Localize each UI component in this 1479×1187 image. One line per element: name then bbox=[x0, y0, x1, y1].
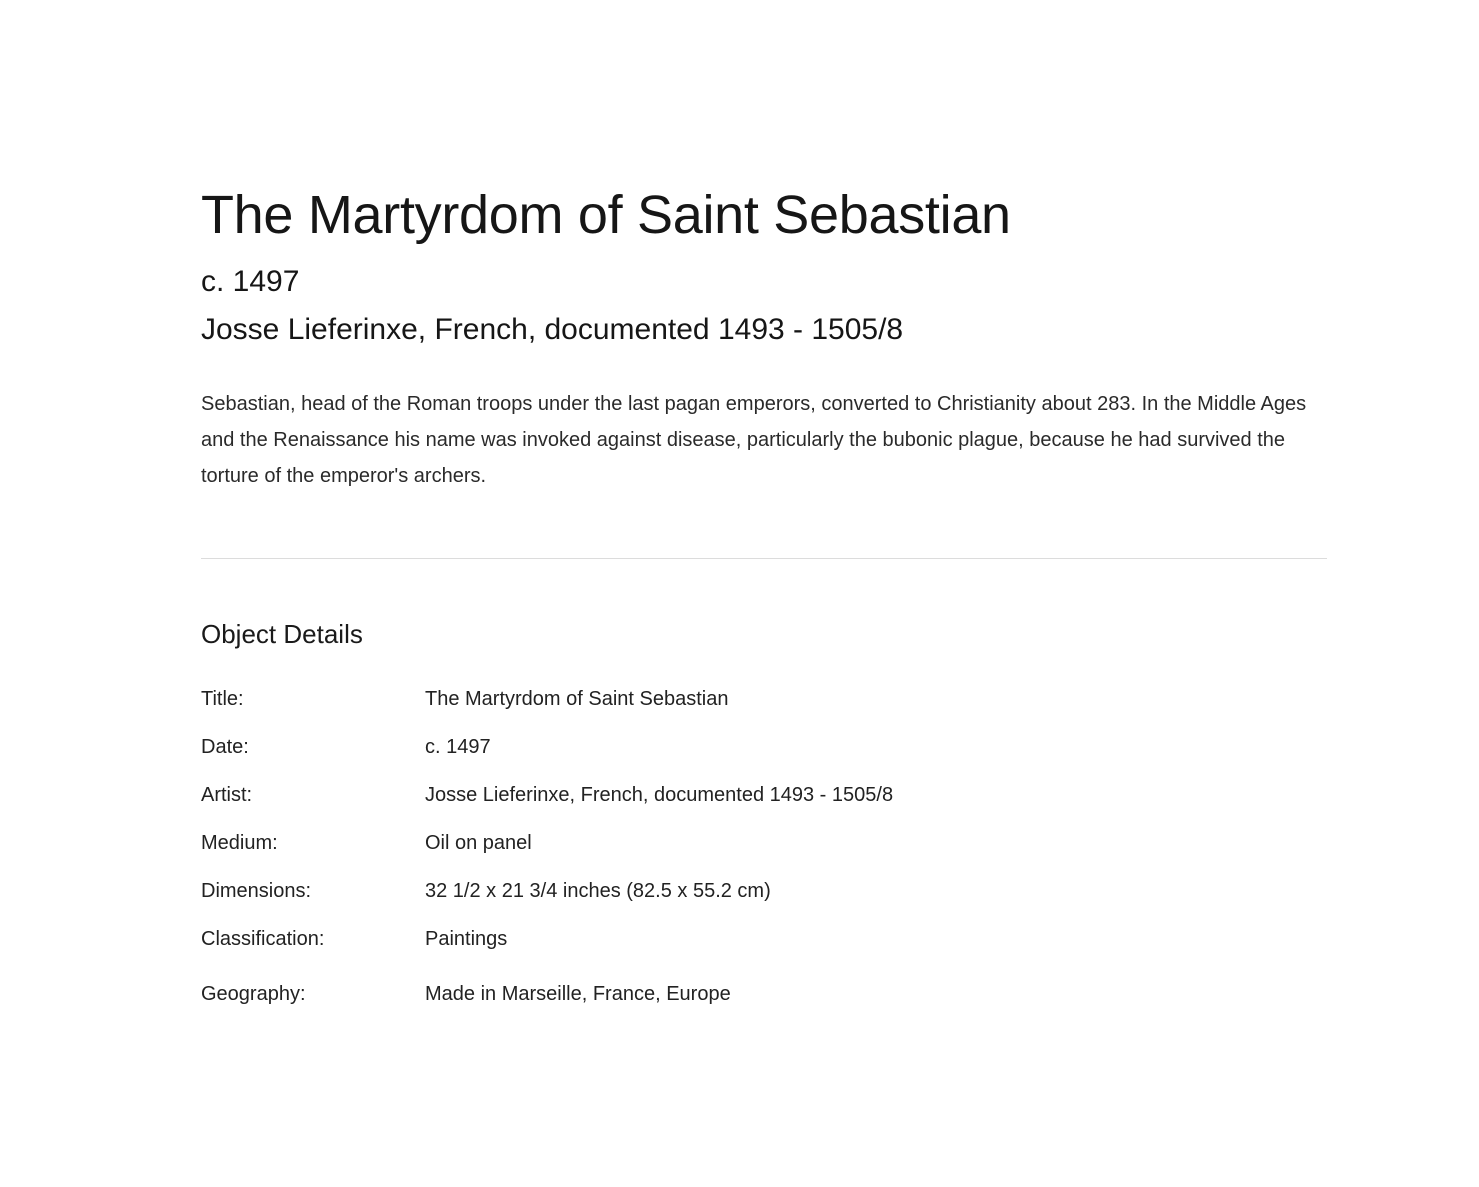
detail-label: Artist: bbox=[201, 784, 253, 806]
detail-row-dimensions bbox=[201, 867, 893, 915]
object-details-heading: Object Details bbox=[201, 619, 363, 649]
artwork-description: Sebastian, head of the Roman troops under the last pagan emperors, converted to Christianity about 283. In the Middle Ages and the Renaissance his name was invoked against disease, particularly the bubonic plague, because he had survived the torture of the emperor's archers. bbox=[201, 393, 1307, 487]
section-divider bbox=[201, 558, 1327, 559]
artwork-date: c. 1497 bbox=[201, 265, 300, 298]
artwork-content bbox=[201, 180, 1327, 1018]
artwork-title: The Martyrdom of Saint Sebastian bbox=[201, 185, 1011, 245]
object-details-table bbox=[201, 675, 893, 1018]
detail-label: Date: bbox=[201, 736, 249, 758]
detail-label: Medium: bbox=[201, 832, 278, 854]
detail-value: Oil on panel bbox=[425, 832, 532, 854]
detail-label: Title: bbox=[201, 688, 244, 710]
detail-row-medium bbox=[201, 819, 893, 867]
artwork-artist: Josse Lieferinxe, French, documented 1493 - 1505/8 bbox=[201, 313, 904, 346]
detail-row-artist bbox=[201, 771, 893, 819]
detail-label: Geography: bbox=[201, 983, 306, 1005]
detail-row-title bbox=[201, 675, 893, 723]
detail-value: 32 1/2 x 21 3/4 inches (82.5 x 55.2 cm) bbox=[425, 880, 771, 902]
detail-label: Classification: bbox=[201, 928, 325, 950]
detail-value: The Martyrdom of Saint Sebastian bbox=[425, 688, 729, 710]
detail-value: Made in Marseille, France, Europe bbox=[425, 983, 731, 1005]
detail-row-geography bbox=[201, 963, 893, 1018]
detail-label: Dimensions: bbox=[201, 880, 312, 902]
detail-row-classification bbox=[201, 915, 893, 963]
detail-value: Josse Lieferinxe, French, documented 1493 - 1505/8 bbox=[425, 784, 894, 806]
detail-value: Paintings bbox=[425, 928, 508, 950]
detail-value: c. 1497 bbox=[425, 736, 491, 758]
detail-row-date bbox=[201, 723, 893, 771]
